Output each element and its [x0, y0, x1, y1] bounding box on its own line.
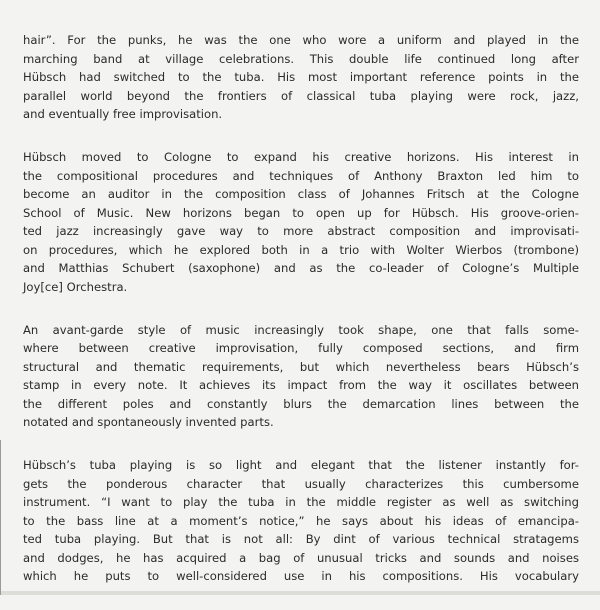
- text-line: and Matthias Schubert (saxophone) and as the co-leader of Cologne’s Multiple: [23, 261, 579, 275]
- text-line: Hübsch moved to Cologne to expand his creative horizons. His interest in: [23, 150, 579, 164]
- text-line: ted tuba playing. But that is not all: By dint of various technical stratagems: [23, 532, 579, 546]
- text-line: stamp in every note. It achieves its impact from the way it oscillates between: [23, 378, 579, 392]
- text-line: on procedures, which he explored both in a trio with Wolter Wierbos (trombone): [23, 242, 579, 257]
- page-left-edge: [0, 440, 1, 595]
- text-line: ted jazz increasingly gave way to more abstract composition and improvisati-: [23, 224, 579, 238]
- text-line: the compositional procedures and techniques of Anthony Braxton led him to: [23, 168, 579, 183]
- text-line: to the bass line at a moment’s notice,” he says about his ideas of emancipa-: [23, 513, 579, 528]
- text-line: marching band at village celebrations. This double life continued long after: [23, 51, 579, 66]
- text-line: where between creative improvisation, fully composed sections, and firm: [23, 341, 579, 355]
- text-line: the different poles and constantly blurs the demarcation lines between the: [23, 396, 579, 411]
- text-line: which he puts to well-considered use in his compositions. His vocabulary: [23, 569, 579, 583]
- text-line: Hübsch’s tuba playing is so light and elegant that the listener instantly for-: [23, 458, 579, 472]
- text-line: Hübsch had switched to the tuba. His most important reference points in the: [23, 70, 579, 84]
- text-line: hair”. For the punks, he was the one who wore a uniform and played in the: [23, 33, 579, 47]
- paragraph: [23, 31, 579, 124]
- text-line: notated and spontaneously invented parts.: [23, 415, 274, 429]
- text-line: instrument. “I want to play the tuba in the middle register as well as switching: [23, 495, 579, 509]
- paragraph: [23, 148, 579, 296]
- text-line: An avant-garde style of music increasingly took shape, one that falls some-: [23, 322, 579, 337]
- text-line: and dodges, he has acquired a bag of unusual tricks and sounds and noises: [23, 550, 579, 565]
- document-body: [23, 31, 579, 610]
- text-line: parallel world beyond the frontiers of classical tuba playing were rock, jazz,: [23, 88, 579, 103]
- text-line: become an auditor in the composition class of Johannes Fritsch at the Cologne: [23, 187, 579, 201]
- text-line: structural and thematic requirements, but which nevertheless bears Hübsch’s: [23, 359, 579, 374]
- text-line: gets the ponderous character that usually characterizes this cumbersome: [23, 476, 579, 491]
- paragraph: [23, 321, 579, 432]
- paragraph: [23, 456, 579, 586]
- text-line: and eventually free improvisation.: [23, 107, 223, 121]
- text-line: Joy[ce] Orchestra.: [23, 279, 128, 294]
- text-line: School of Music. New horizons began to open up for Hübsch. His groove-orien-: [23, 205, 579, 220]
